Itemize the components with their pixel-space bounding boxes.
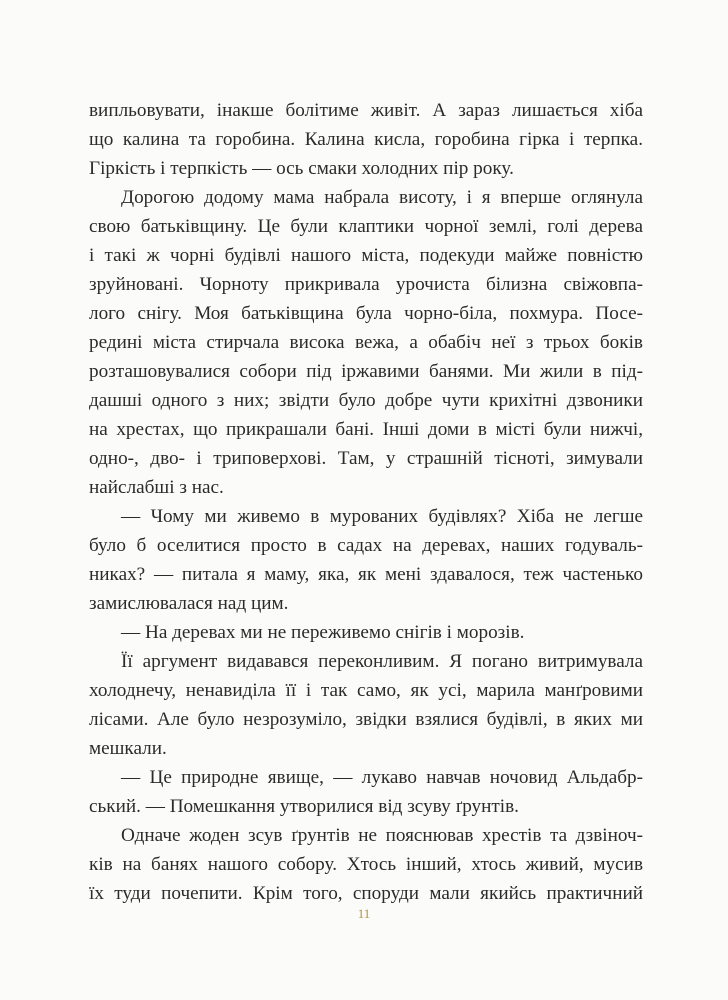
text-line: ський. — Помешкання утворилися від зсуву ґрунтів. [89, 796, 519, 817]
text-line: одно-, дво- і триповерхові. Там, у страшній тісноті, зимували [89, 448, 643, 469]
text-line: — Це природне явище, — лукаво навчав ночовид Альдабр- [121, 767, 643, 788]
text-line: ків на банях нашого собору. Хтось інший, хтось живий, мусив [89, 854, 643, 875]
text-line: замислювалася над цим. [89, 593, 289, 614]
text-line: — Чому ми живемо в мурованих будівлях? Хіба не легше [121, 506, 643, 527]
text-line: холоднечу, ненавиділа її і так само, як усі, марила манґровими [89, 680, 643, 701]
book-page-text [89, 96, 643, 908]
text-line: зруйновані. Чорноту прикривала урочиста білизна свіжовпа- [89, 274, 643, 295]
text-line: мешкали. [89, 738, 167, 759]
text-line: випльовувати, інакше болітиме живіт. А зараз лишається хіба [89, 100, 643, 121]
text-line: Одначе жоден зсув ґрунтів не пояснював хрестів та дзвіноч- [121, 825, 643, 846]
text-line: свою батьківщину. Це були клаптики чорної землі, голі дерева [89, 216, 643, 237]
text-line: і такі ж чорні будівлі нашого міста, подекуди майже повністю [89, 245, 643, 266]
text-line: їх туди почепити. Крім того, споруди мали якийсь практичний [89, 883, 643, 904]
text-line: Дорогою додому мама набрала висоту, і я вперше оглянула [121, 187, 643, 208]
text-line: — На деревах ми не переживемо снігів і морозів. [121, 622, 525, 643]
text-line: було б оселитися просто в садах на деревах, наших годуваль- [89, 535, 643, 556]
text-line: розташовувалися собори під іржавими банями. Ми жили в під- [89, 361, 643, 382]
page-number: 11 [357, 906, 371, 921]
text-line: лісами. Але було незрозуміло, звідки взялися будівлі, в яких ми [89, 709, 643, 730]
text-line: редині міста стирчала висока вежа, а обабіч неї з трьох боків [89, 332, 643, 353]
text-line: никах? — питала я маму, яка, як мені здавалося, теж частенько [89, 564, 643, 585]
text-line: лого снігу. Моя батьківщина була чорно-біла, похмура. Посе- [89, 303, 643, 324]
text-line: на хрестах, що прикрашали бані. Інші доми в місті були нижчі, [89, 419, 643, 440]
text-line: найслабші з нас. [89, 477, 224, 498]
text-line: що калина та горобина. Калина кисла, горобина гірка і терпка. [89, 129, 643, 150]
text-line: дашші одного з них; звідти було добре чути крихітні дзвоники [89, 390, 643, 411]
text-line: Її аргумент видавався переконливим. Я погано витримувала [121, 651, 643, 672]
text-line: Гіркість і терпкість — ось смаки холодних пір року. [89, 158, 514, 179]
